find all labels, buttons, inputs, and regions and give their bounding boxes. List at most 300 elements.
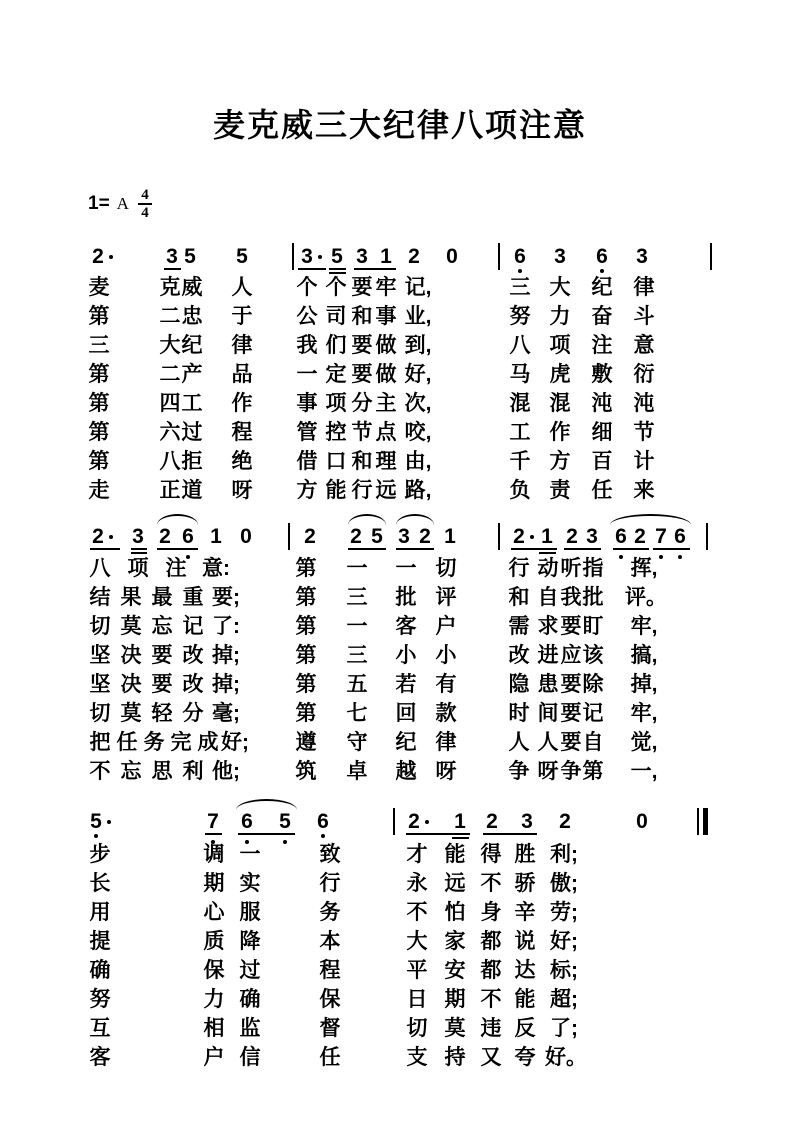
lyric-syllable: 降 bbox=[239, 930, 261, 953]
beam-line bbox=[238, 833, 295, 835]
lyric-syllable: 评。 bbox=[625, 586, 667, 609]
lyric-syllable: 道 bbox=[181, 479, 203, 502]
lyric-syllable: 掉; bbox=[212, 644, 240, 667]
lyric-syllable: 工 bbox=[181, 392, 203, 415]
lyric-syllable: 作 bbox=[231, 392, 253, 415]
lyric-syllable: 利 bbox=[182, 760, 204, 783]
lyric-syllable: 求 bbox=[537, 615, 559, 638]
note-digit: 3 bbox=[356, 245, 368, 268]
lyric-syllable: 公 bbox=[296, 305, 318, 328]
lyric-syllable: 律 bbox=[435, 731, 457, 754]
lyric-syllable: 改 bbox=[182, 644, 204, 667]
beam-line bbox=[396, 548, 434, 550]
lyric-syllable: 马 bbox=[509, 363, 531, 386]
lyric-syllable: 隐 bbox=[508, 673, 530, 696]
beam-line bbox=[131, 552, 147, 554]
beam-line bbox=[205, 833, 222, 835]
octave-dot bbox=[619, 555, 623, 559]
lyric-syllable: 第 bbox=[295, 702, 317, 725]
lyric-syllable: 第 bbox=[88, 363, 110, 386]
lyric-syllable: 步 bbox=[89, 843, 111, 866]
lyric-syllable: 不 bbox=[480, 988, 502, 1011]
lyric-syllable: 决 bbox=[120, 673, 142, 696]
lyric-syllable: 注 bbox=[591, 334, 613, 357]
lyric-syllable: 和 bbox=[351, 305, 373, 328]
lyric-syllable: 标; bbox=[550, 959, 578, 982]
lyric-syllable: 事 bbox=[296, 392, 318, 415]
note-digit: 7 bbox=[207, 810, 219, 833]
beam-line bbox=[564, 548, 601, 550]
lyric-syllable: 忠 bbox=[181, 305, 203, 328]
note-digit: 0 bbox=[240, 525, 252, 548]
lyric-syllable: 能 bbox=[444, 843, 466, 866]
lyric-syllable: 说 bbox=[514, 930, 536, 953]
lyric-syllable: 回 bbox=[395, 702, 417, 725]
lyric-syllable: 纪 bbox=[181, 334, 203, 357]
lyric-syllable: 用 bbox=[89, 901, 111, 924]
note-digit: 1 bbox=[210, 525, 222, 548]
lyric-syllable: 实 bbox=[239, 872, 261, 895]
barline bbox=[706, 523, 708, 550]
lyric-syllable: 忘 bbox=[120, 760, 142, 783]
lyric-syllable: 纪 bbox=[591, 276, 613, 299]
barline bbox=[292, 243, 294, 270]
lyric-syllable: 好; bbox=[550, 930, 578, 953]
lyric-syllable: 奋 bbox=[591, 305, 613, 328]
lyric-syllable: 要 bbox=[351, 363, 373, 386]
lyric-syllable: 能 bbox=[325, 479, 347, 502]
lyric-syllable: 好; bbox=[221, 731, 249, 754]
lyric-syllable: 该 bbox=[582, 644, 604, 667]
lyric-syllable: 客 bbox=[395, 615, 417, 638]
time-signature-beats: 4 bbox=[141, 187, 149, 203]
lyric-syllable: 二 bbox=[159, 305, 181, 328]
lyric-syllable: 程 bbox=[319, 959, 341, 982]
lyric-syllable: 虎 bbox=[549, 363, 571, 386]
lyric-syllable: 决 bbox=[120, 644, 142, 667]
lyric-syllable: 守 bbox=[346, 731, 368, 754]
lyric-syllable: 心 bbox=[203, 901, 225, 924]
key-prefix: 1= bbox=[88, 193, 110, 214]
lyric-syllable: 纪 bbox=[395, 731, 417, 754]
note-digit: 3 bbox=[521, 810, 533, 833]
lyric-syllable: 牢 bbox=[375, 276, 397, 299]
lyric-syllable: 威 bbox=[181, 276, 203, 299]
lyric-syllable: 八 bbox=[89, 557, 111, 580]
lyric-syllable: 客 bbox=[89, 1046, 111, 1069]
lyric-syllable: 期 bbox=[444, 988, 466, 1011]
augmentation-dot bbox=[318, 255, 322, 259]
beam-line bbox=[348, 548, 386, 550]
octave-dot bbox=[94, 834, 98, 838]
lyric-syllable: 细 bbox=[591, 421, 613, 444]
lyric-syllable: 七 bbox=[346, 702, 368, 725]
lyric-syllable: 六 bbox=[159, 421, 181, 444]
lyric-syllable: 得 bbox=[480, 843, 502, 866]
lyric-syllable: 他; bbox=[212, 760, 240, 783]
lyric-syllable: 第 bbox=[295, 673, 317, 696]
note-digit: 2 bbox=[486, 810, 498, 833]
note-digit: 2 bbox=[513, 525, 525, 548]
lyric-syllable: 怕 bbox=[444, 901, 466, 924]
lyric-syllable: 司 bbox=[325, 305, 347, 328]
lyric-syllable: 坚 bbox=[89, 673, 111, 696]
lyric-syllable: 切 bbox=[89, 615, 111, 638]
lyric-syllable: 要 bbox=[351, 276, 373, 299]
final-barline-thick bbox=[703, 808, 708, 835]
lyric-syllable: 要 bbox=[560, 731, 582, 754]
lyric-syllable: 一 bbox=[239, 843, 261, 866]
lyric-syllable: 达 bbox=[514, 959, 536, 982]
note-digit: 3 bbox=[398, 525, 410, 548]
beam-line bbox=[653, 548, 690, 550]
lyric-syllable: 口 bbox=[325, 450, 347, 473]
barline bbox=[710, 243, 712, 270]
lyric-syllable: 到, bbox=[404, 334, 432, 357]
lyric-syllable: 户 bbox=[435, 615, 457, 638]
lyric-syllable: 永 bbox=[406, 872, 428, 895]
lyric-syllable: 夸 bbox=[514, 1046, 536, 1069]
lyric-syllable: 们 bbox=[325, 334, 347, 357]
lyric-syllable: 本 bbox=[319, 930, 341, 953]
lyric-syllable: 期 bbox=[203, 872, 225, 895]
lyric-syllable: 品 bbox=[231, 363, 253, 386]
lyric-syllable: 第 bbox=[295, 615, 317, 638]
lyric-syllable: 意: bbox=[202, 557, 230, 580]
lyric-syllable: 控 bbox=[325, 421, 347, 444]
lyric-syllable: 保 bbox=[203, 959, 225, 982]
lyric-syllable: 坚 bbox=[89, 644, 111, 667]
lyric-syllable: 不 bbox=[406, 901, 428, 924]
lyric-syllable: 督 bbox=[319, 1017, 341, 1040]
lyric-syllable: 第 bbox=[295, 644, 317, 667]
lyric-syllable: 大 bbox=[549, 276, 571, 299]
lyric-syllable: 八 bbox=[509, 334, 531, 357]
lyric-syllable: 保 bbox=[319, 988, 341, 1011]
lyric-syllable: 掉, bbox=[630, 673, 658, 696]
lyric-syllable: 于 bbox=[231, 305, 253, 328]
lyric-syllable: 不 bbox=[89, 760, 111, 783]
key-tonic: A bbox=[116, 194, 129, 213]
slur-arc bbox=[157, 514, 198, 525]
lyric-syllable: 记 bbox=[182, 615, 204, 638]
lyric-syllable: 改 bbox=[508, 644, 530, 667]
lyric-syllable: 一, bbox=[630, 760, 658, 783]
lyric-syllable: 项 bbox=[549, 334, 571, 357]
lyric-syllable: 第 bbox=[88, 305, 110, 328]
lyric-syllable: 主 bbox=[375, 392, 397, 415]
beam-line bbox=[406, 833, 470, 835]
lyric-syllable: 切 bbox=[89, 702, 111, 725]
note-digit: 2 bbox=[92, 525, 104, 548]
lyric-syllable: 敷 bbox=[591, 363, 613, 386]
lyric-syllable: 利; bbox=[550, 843, 578, 866]
lyric-syllable: 节 bbox=[351, 421, 373, 444]
lyric-syllable: 个 bbox=[296, 276, 318, 299]
beam-line bbox=[329, 268, 346, 270]
lyric-syllable: 批 bbox=[582, 586, 604, 609]
lyric-syllable: 自 bbox=[582, 731, 604, 754]
lyric-syllable: 呀 bbox=[537, 760, 559, 783]
lyric-syllable: 毫; bbox=[212, 702, 240, 725]
lyric-syllable: 五 bbox=[346, 673, 368, 696]
note-digit: 3 bbox=[132, 525, 144, 548]
lyric-syllable: 卓 bbox=[346, 760, 368, 783]
lyric-syllable: 轻 bbox=[151, 702, 173, 725]
beam-line bbox=[354, 268, 396, 270]
lyric-syllable: 产 bbox=[181, 363, 203, 386]
lyric-syllable: 需 bbox=[508, 615, 530, 638]
note-digit: 2 bbox=[350, 525, 362, 548]
augmentation-dot bbox=[109, 535, 113, 539]
lyric-syllable: 呀 bbox=[435, 760, 457, 783]
lyric-syllable: 努 bbox=[89, 988, 111, 1011]
lyric-syllable: 二 bbox=[159, 363, 181, 386]
octave-dot bbox=[600, 269, 604, 273]
note-digit: 5 bbox=[279, 810, 291, 833]
lyric-syllable: 都 bbox=[480, 959, 502, 982]
lyric-syllable: 呀 bbox=[231, 479, 253, 502]
lyric-syllable: 作 bbox=[549, 421, 571, 444]
lyric-syllable: 八 bbox=[159, 450, 181, 473]
lyric-syllable: 事 bbox=[375, 305, 397, 328]
lyric-syllable: 力 bbox=[549, 305, 571, 328]
lyric-syllable: 相 bbox=[203, 1017, 225, 1040]
slur-arc bbox=[236, 799, 297, 810]
lyric-syllable: 和 bbox=[351, 450, 373, 473]
beam-line bbox=[483, 833, 537, 835]
lyric-syllable: 评 bbox=[435, 586, 457, 609]
lyric-syllable: 听 bbox=[560, 557, 582, 580]
note-digit: 2 bbox=[304, 525, 316, 548]
lyric-syllable: 都 bbox=[480, 930, 502, 953]
lyric-syllable: 做 bbox=[375, 334, 397, 357]
octave-dot bbox=[659, 555, 663, 559]
lyric-syllable: 间 bbox=[537, 702, 559, 725]
lyric-syllable: 大 bbox=[159, 334, 181, 357]
lyric-syllable: 了; bbox=[550, 1017, 578, 1040]
lyric-syllable: 远 bbox=[444, 872, 466, 895]
barline bbox=[498, 243, 500, 270]
lyric-syllable: 牢, bbox=[630, 615, 658, 638]
time-signature-unit: 4 bbox=[141, 205, 149, 221]
octave-dot bbox=[321, 834, 325, 838]
lyric-syllable: 能 bbox=[514, 988, 536, 1011]
lyric-syllable: 骄 bbox=[514, 872, 536, 895]
lyric-syllable: 平 bbox=[406, 959, 428, 982]
lyric-syllable: 沌 bbox=[633, 392, 655, 415]
song-title: 麦克威三大纪律八项注意 bbox=[212, 107, 587, 143]
lyric-syllable: 和 bbox=[508, 586, 530, 609]
lyric-syllable: 致 bbox=[319, 843, 341, 866]
lyric-syllable: 节 bbox=[633, 421, 655, 444]
lyric-syllable: 莫 bbox=[120, 702, 142, 725]
slur-arc bbox=[348, 514, 386, 525]
note-digit: 2 bbox=[559, 810, 571, 833]
beam-line bbox=[511, 548, 557, 550]
lyric-syllable: 信 bbox=[239, 1046, 261, 1069]
lyric-syllable: 绝 bbox=[231, 450, 253, 473]
lyric-syllable: 批 bbox=[395, 586, 417, 609]
lyric-syllable: 重 bbox=[182, 586, 204, 609]
lyric-syllable: 结 bbox=[89, 586, 111, 609]
lyric-syllable: 正 bbox=[159, 479, 181, 502]
lyric-syllable: 沌 bbox=[591, 392, 613, 415]
lyric-syllable: 患 bbox=[537, 673, 559, 696]
lyric-syllable: 意 bbox=[633, 334, 655, 357]
lyric-syllable: 方 bbox=[549, 450, 571, 473]
note-digit: 1 bbox=[444, 525, 456, 548]
lyric-syllable: 质 bbox=[203, 930, 225, 953]
lyric-syllable: 好, bbox=[404, 363, 432, 386]
lyric-syllable: 筑 bbox=[295, 760, 317, 783]
lyric-syllable: 借 bbox=[296, 450, 318, 473]
lyric-syllable: 互 bbox=[89, 1017, 111, 1040]
beam-line bbox=[157, 548, 198, 550]
lyric-syllable: 劳; bbox=[550, 901, 578, 924]
lyric-syllable: 思 bbox=[151, 760, 173, 783]
note-digit: 2 bbox=[634, 525, 646, 548]
note-digit: 5 bbox=[371, 525, 383, 548]
note-digit: 5 bbox=[331, 245, 343, 268]
lyric-syllable: 除 bbox=[582, 673, 604, 696]
lyric-syllable: 动 bbox=[537, 557, 559, 580]
octave-dot bbox=[678, 555, 682, 559]
beam-line bbox=[539, 552, 556, 554]
lyric-syllable: 负 bbox=[509, 479, 531, 502]
beam-line bbox=[329, 272, 346, 274]
note-digit: 2 bbox=[408, 245, 420, 268]
lyric-syllable: 三 bbox=[88, 334, 110, 357]
note-digit: 1 bbox=[541, 525, 553, 548]
lyric-syllable: 过 bbox=[239, 959, 261, 982]
beam-line bbox=[452, 837, 469, 839]
note-digit: 0 bbox=[636, 810, 648, 833]
lyric-syllable: 务 bbox=[319, 901, 341, 924]
lyric-syllable: 由, bbox=[404, 450, 432, 473]
lyric-syllable: 支 bbox=[406, 1046, 428, 1069]
lyric-syllable: 过 bbox=[181, 421, 203, 444]
lyric-syllable: 又 bbox=[480, 1046, 502, 1069]
lyric-syllable: 掉; bbox=[212, 673, 240, 696]
lyric-syllable: 拒 bbox=[181, 450, 203, 473]
lyric-syllable: 行 bbox=[319, 872, 341, 895]
lyric-syllable: 四 bbox=[159, 392, 181, 415]
lyric-syllable: 争 bbox=[560, 760, 582, 783]
beam-line bbox=[613, 548, 649, 550]
lyric-syllable: 走 bbox=[88, 479, 110, 502]
lyric-syllable: 千 bbox=[509, 450, 531, 473]
lyric-syllable: 衍 bbox=[633, 363, 655, 386]
lyric-syllable: 要 bbox=[151, 644, 173, 667]
lyric-syllable: 一 bbox=[346, 615, 368, 638]
lyric-syllable: 确 bbox=[239, 988, 261, 1011]
key-signature bbox=[88, 186, 152, 222]
lyric-syllable: 麦 bbox=[88, 276, 110, 299]
lyric-syllable: 超; bbox=[550, 988, 578, 1011]
final-barline bbox=[697, 808, 699, 835]
lyric-syllable: 任 bbox=[591, 479, 613, 502]
lyric-syllable: 长 bbox=[89, 872, 111, 895]
lyric-syllable: 越 bbox=[395, 760, 417, 783]
lyric-syllable: 责 bbox=[549, 479, 571, 502]
note-digit: 5 bbox=[90, 810, 102, 833]
lyric-syllable: 不 bbox=[480, 872, 502, 895]
lyric-syllable: 律 bbox=[231, 334, 253, 357]
octave-dot bbox=[518, 269, 522, 273]
beam-line bbox=[131, 548, 147, 550]
note-digit: 3 bbox=[554, 245, 566, 268]
lyric-syllable: 日 bbox=[406, 988, 428, 1011]
lyric-syllable: 我 bbox=[296, 334, 318, 357]
lyric-syllable: 若 bbox=[395, 673, 417, 696]
lyric-syllable: 个 bbox=[325, 276, 347, 299]
lyric-syllable: 果 bbox=[120, 586, 142, 609]
lyric-syllable: 力 bbox=[203, 988, 225, 1011]
note-digit: 6 bbox=[514, 245, 526, 268]
lyric-syllable: 辛 bbox=[514, 901, 536, 924]
lyric-syllable: 要 bbox=[560, 673, 582, 696]
lyric-syllable: 挥, bbox=[630, 557, 658, 580]
augmentation-dot bbox=[109, 255, 113, 259]
lyric-syllable: 牢, bbox=[630, 702, 658, 725]
note-digit: 1 bbox=[454, 810, 466, 833]
lyric-syllable: 确 bbox=[89, 959, 111, 982]
lyric-syllable: 我 bbox=[560, 586, 582, 609]
lyric-syllable: 觉, bbox=[630, 731, 658, 754]
note-digit: 2 bbox=[419, 525, 431, 548]
lyric-syllable: 管 bbox=[296, 421, 318, 444]
lyric-syllable: 斗 bbox=[633, 305, 655, 328]
lyric-syllable: 第 bbox=[295, 586, 317, 609]
lyric-syllable: 小 bbox=[395, 644, 417, 667]
lyric-syllable: 程 bbox=[231, 421, 253, 444]
note-digit: 2 bbox=[92, 245, 104, 268]
lyric-syllable: 注 bbox=[165, 557, 187, 580]
lyric-syllable: 三 bbox=[346, 644, 368, 667]
lyric-syllable: 人 bbox=[231, 276, 253, 299]
lyric-syllable: 要 bbox=[351, 334, 373, 357]
lyric-syllable: 指 bbox=[582, 557, 604, 580]
lyric-syllable: 方 bbox=[296, 479, 318, 502]
lyric-syllable: 搞, bbox=[630, 644, 658, 667]
lyric-syllable: 远 bbox=[375, 479, 397, 502]
lyric-syllable: 来 bbox=[633, 479, 655, 502]
lyric-syllable: 争 bbox=[508, 760, 530, 783]
lyric-syllable: 安 bbox=[444, 959, 466, 982]
note-digit: 2 bbox=[159, 525, 171, 548]
lyric-syllable: 路, bbox=[404, 479, 432, 502]
lyric-syllable: 违 bbox=[480, 1017, 502, 1040]
beam-line bbox=[90, 548, 120, 550]
beam-line bbox=[298, 268, 326, 270]
lyric-syllable: 第 bbox=[295, 557, 317, 580]
lyric-syllable: 人 bbox=[508, 731, 530, 754]
lyric-syllable: 记, bbox=[404, 276, 432, 299]
lyric-syllable: 时 bbox=[508, 702, 530, 725]
lyric-syllable: 三 bbox=[509, 276, 531, 299]
lyric-syllable: 混 bbox=[549, 392, 571, 415]
lyric-syllable: 百 bbox=[591, 450, 613, 473]
lyric-syllable: 分 bbox=[182, 702, 204, 725]
lyric-syllable: 遵 bbox=[295, 731, 317, 754]
beam-line bbox=[164, 268, 181, 270]
lyric-syllable: 任 bbox=[116, 731, 138, 754]
lyric-syllable: 人 bbox=[537, 731, 559, 754]
lyric-syllable: 分 bbox=[351, 392, 373, 415]
augmentation-dot bbox=[530, 535, 534, 539]
lyric-syllable: 项 bbox=[127, 557, 149, 580]
